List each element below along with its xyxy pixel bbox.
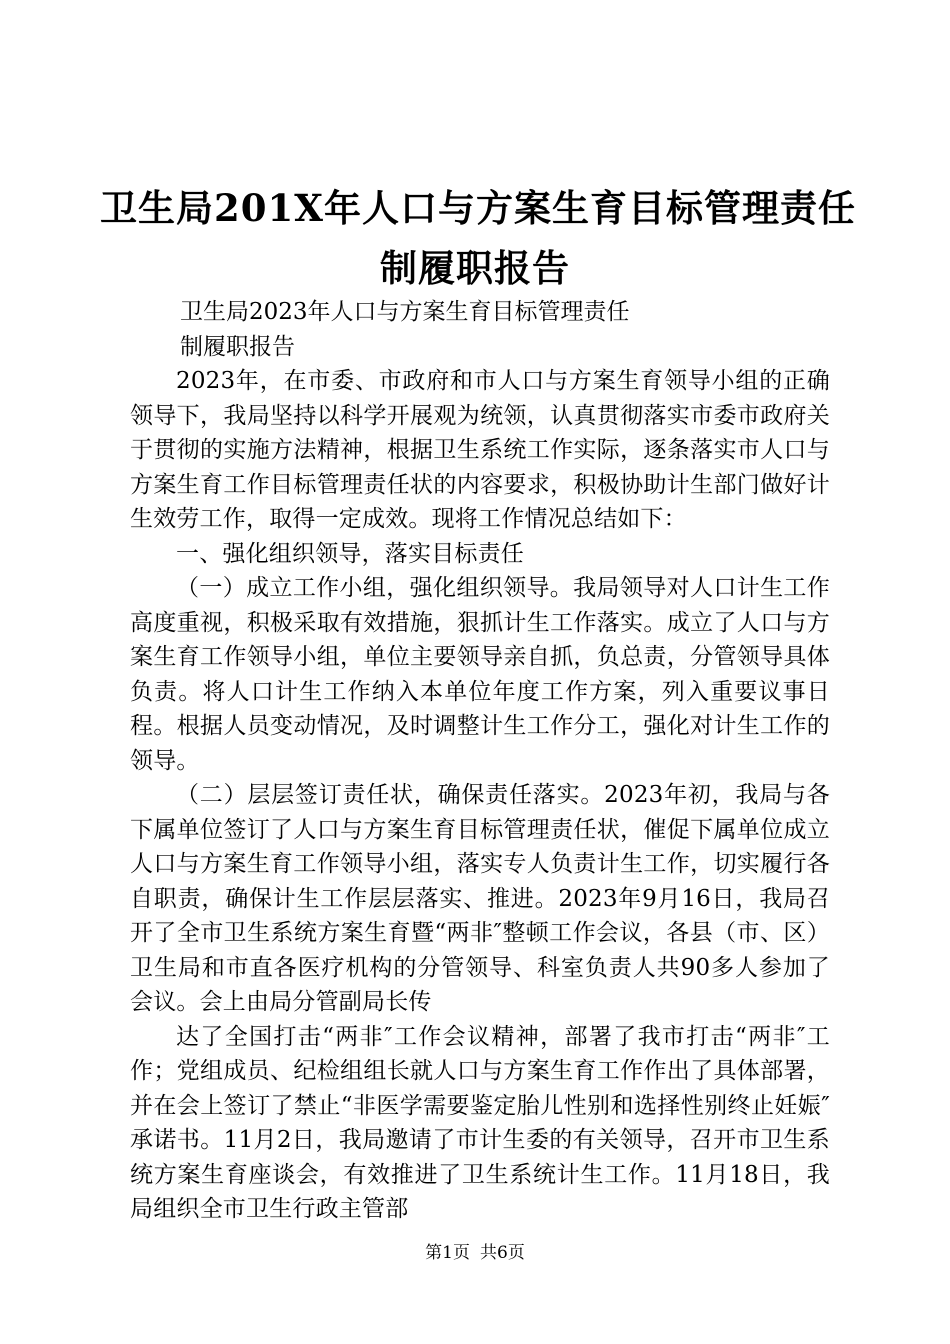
- document-body: [130, 295, 830, 1227]
- paragraph-intro: 2023年，在市委、市政府和市人口与方案生育领导小组的正确领导下，我局坚持以科学开展观为统领，认真贯彻落实市委市政府关于贯彻的实施方法精神，根据卫生系统工作实际，逐条落实市人口与方案生育工作目标管理责任状的内容要求，积极协助计生部门做好计生效劳工作，取得一定成效。现将工作情况总结如下：: [130, 368, 830, 532]
- paragraph-item-1: （一）成立工作小组，强化组织领导。我局领导对人口计生工作高度重视，积极采取有效措施，狠抓计生工作落实。成立了人口与方案生育工作领导小组，单位主要领导亲自抓，负总责，分管领导具体负责。将人口计生工作纳入本单位年度工作方案，列入重要议事日程。根据人员变动情况，及时调整计生工作分工，强化对计生工作的领导。: [130, 575, 830, 774]
- paragraph-item-2: （二）层层签订责任状，确保责任落实。2023年初，我局与各下属单位签订了人口与方案生育目标管理责任状，催促下属单位成立人口与方案生育工作领导小组，落实专人负责计生工作，切实履行各自职责，确保计生工作层层落实、推进。2023年9月16日，我局召开了全市卫生系统方案生育暨“两非″整顿工作会议，各县（市、区）卫生局和市直各医疗机构的分管领导、科室负责人共90多人参加了会议。会上由局分管副局长传: [130, 782, 830, 1015]
- page-number: 第1页: [425, 1243, 470, 1263]
- document-title-line-1: 卫生局201X年人口与方案生育目标管理责任: [100, 186, 856, 230]
- document-title-line-2: 制履职报告: [380, 246, 570, 290]
- paragraph-continuation: 达了全国打击“两非″工作会议精神，部署了我市打击“两非″工作；党组成员、纪检组组长就人口与方案生育工作作出了具体部署，并在会上签订了禁止“非医学需要鉴定胎儿性别和选择性别终止妊娠″承诺书。11月2日，我局邀请了市计生委的有关领导，召开市卫生系统方案生育座谈会，有效推进了卫生系统计生工作。11月18日，我局组织全市卫生行政主管部: [130, 1023, 830, 1222]
- subtitle-line-2: 制履职报告: [180, 333, 295, 360]
- subtitle-line-1: 卫生局2023年人口与方案生育目标管理责任: [180, 299, 630, 325]
- section-heading: 一、强化组织领导，落实目标责任: [176, 540, 524, 567]
- page-total: 共6页: [480, 1243, 525, 1263]
- page-footer: [0, 1245, 950, 1262]
